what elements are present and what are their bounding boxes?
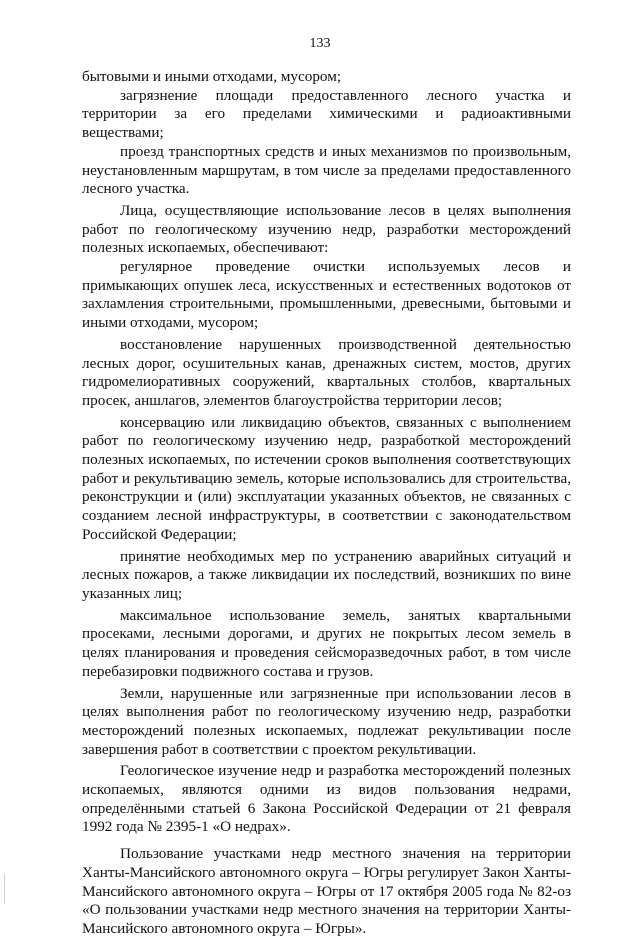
paragraph-geological-study: Геологическое изучение недр и разработка месторождений полезных ископаемых, являются одними из видов пользования недрами, определёнными статьей 6 Закона Российской Федерации от 21 февраля 1992 года № 2395-1 «О недрах». [82,762,571,836]
paragraph-pollution: загрязнение площади предоставленного лесного участка и территории за его пределами химическими и радиоактивными веществами; [82,86,571,142]
paragraph-maximum-use: максимальное использование земель, занятых квартальными просеками, лесными дорогами, и других не покрытых лесом земель в целях планирования и проведения сейсморазведочных работ, в том числе перебазировки подвижного состава и грузов. [82,606,571,680]
paragraph-recultivation: Земли, нарушенные или загрязненные при использовании лесов в целях выполнения работ по геологическому изучению недр, разработки месторождений полезных ископаемых, подлежат рекультивации после завершения работ в соответствии с проектом рекультивации. [82,684,571,758]
scan-edge-mark [4,874,5,904]
paragraph-conservation: консервацию или ликвидацию объектов, связанных с выполнением работ по геологическому изучению недр, разработкой месторождений полезных ископаемых, по истечении сроков выполнения соответствующих работ и рекультивацию земель, которые использовались для строительства, реконструкции и (или) эксплуатации указанных объектов, не связанных с созданием лесной инфраструктуры, в соответствии с законодательством Российской Федерации; [82,413,571,543]
paragraph-vehicle-passage: проезд транспортных средств и иных механизмов по произвольным, неустановленным маршрутам, в том числе за пределами предоставленного лесного участка. [82,142,571,198]
document-body [82,68,571,939]
paragraph-persons-obligations: Лица, осуществляющие использование лесов в целях выполнения работ по геологическому изучению недр, разработки месторождений полезных ископаемых, обеспечивают: [82,201,571,257]
paragraph-regular-cleaning: регулярное проведение очистки используемых лесов и примыкающих опушек леса, искусственных и естественных водотоков от захламления строительными, промышленными, древесными, бытовыми и иными отходами, мусором; [82,258,571,332]
paragraph-local-subsoil-law: Пользование участками недр местного значения на территории Ханты-Мансийского автономного округа – Югры регулирует Закон Ханты-Мансийского автономного округа – Югры от 17 октября 2005 года № 82-оз «О пользовании участками недр местного значения на территории Ханты-Мансийского автономного округа – Югры». [82,845,571,937]
paragraph-restoration: восстановление нарушенных производственной деятельностью лесных дорог, осушительных канав, дренажных систем, мостов, других гидромелиоративных сооружений, квартальных столбов, квартальных просек, аншлагов, элементов благоустройства территории лесов; [82,335,571,409]
page-number: 133 [309,36,331,51]
paragraph-waste-continuation: бытовыми и иными отходами, мусором; [82,68,342,85]
paragraph-emergency-measures: принятие необходимых мер по устранению аварийных ситуаций и лесных пожаров, а также ликвидации их последствий, возникших по вине указанных лиц; [82,547,571,602]
